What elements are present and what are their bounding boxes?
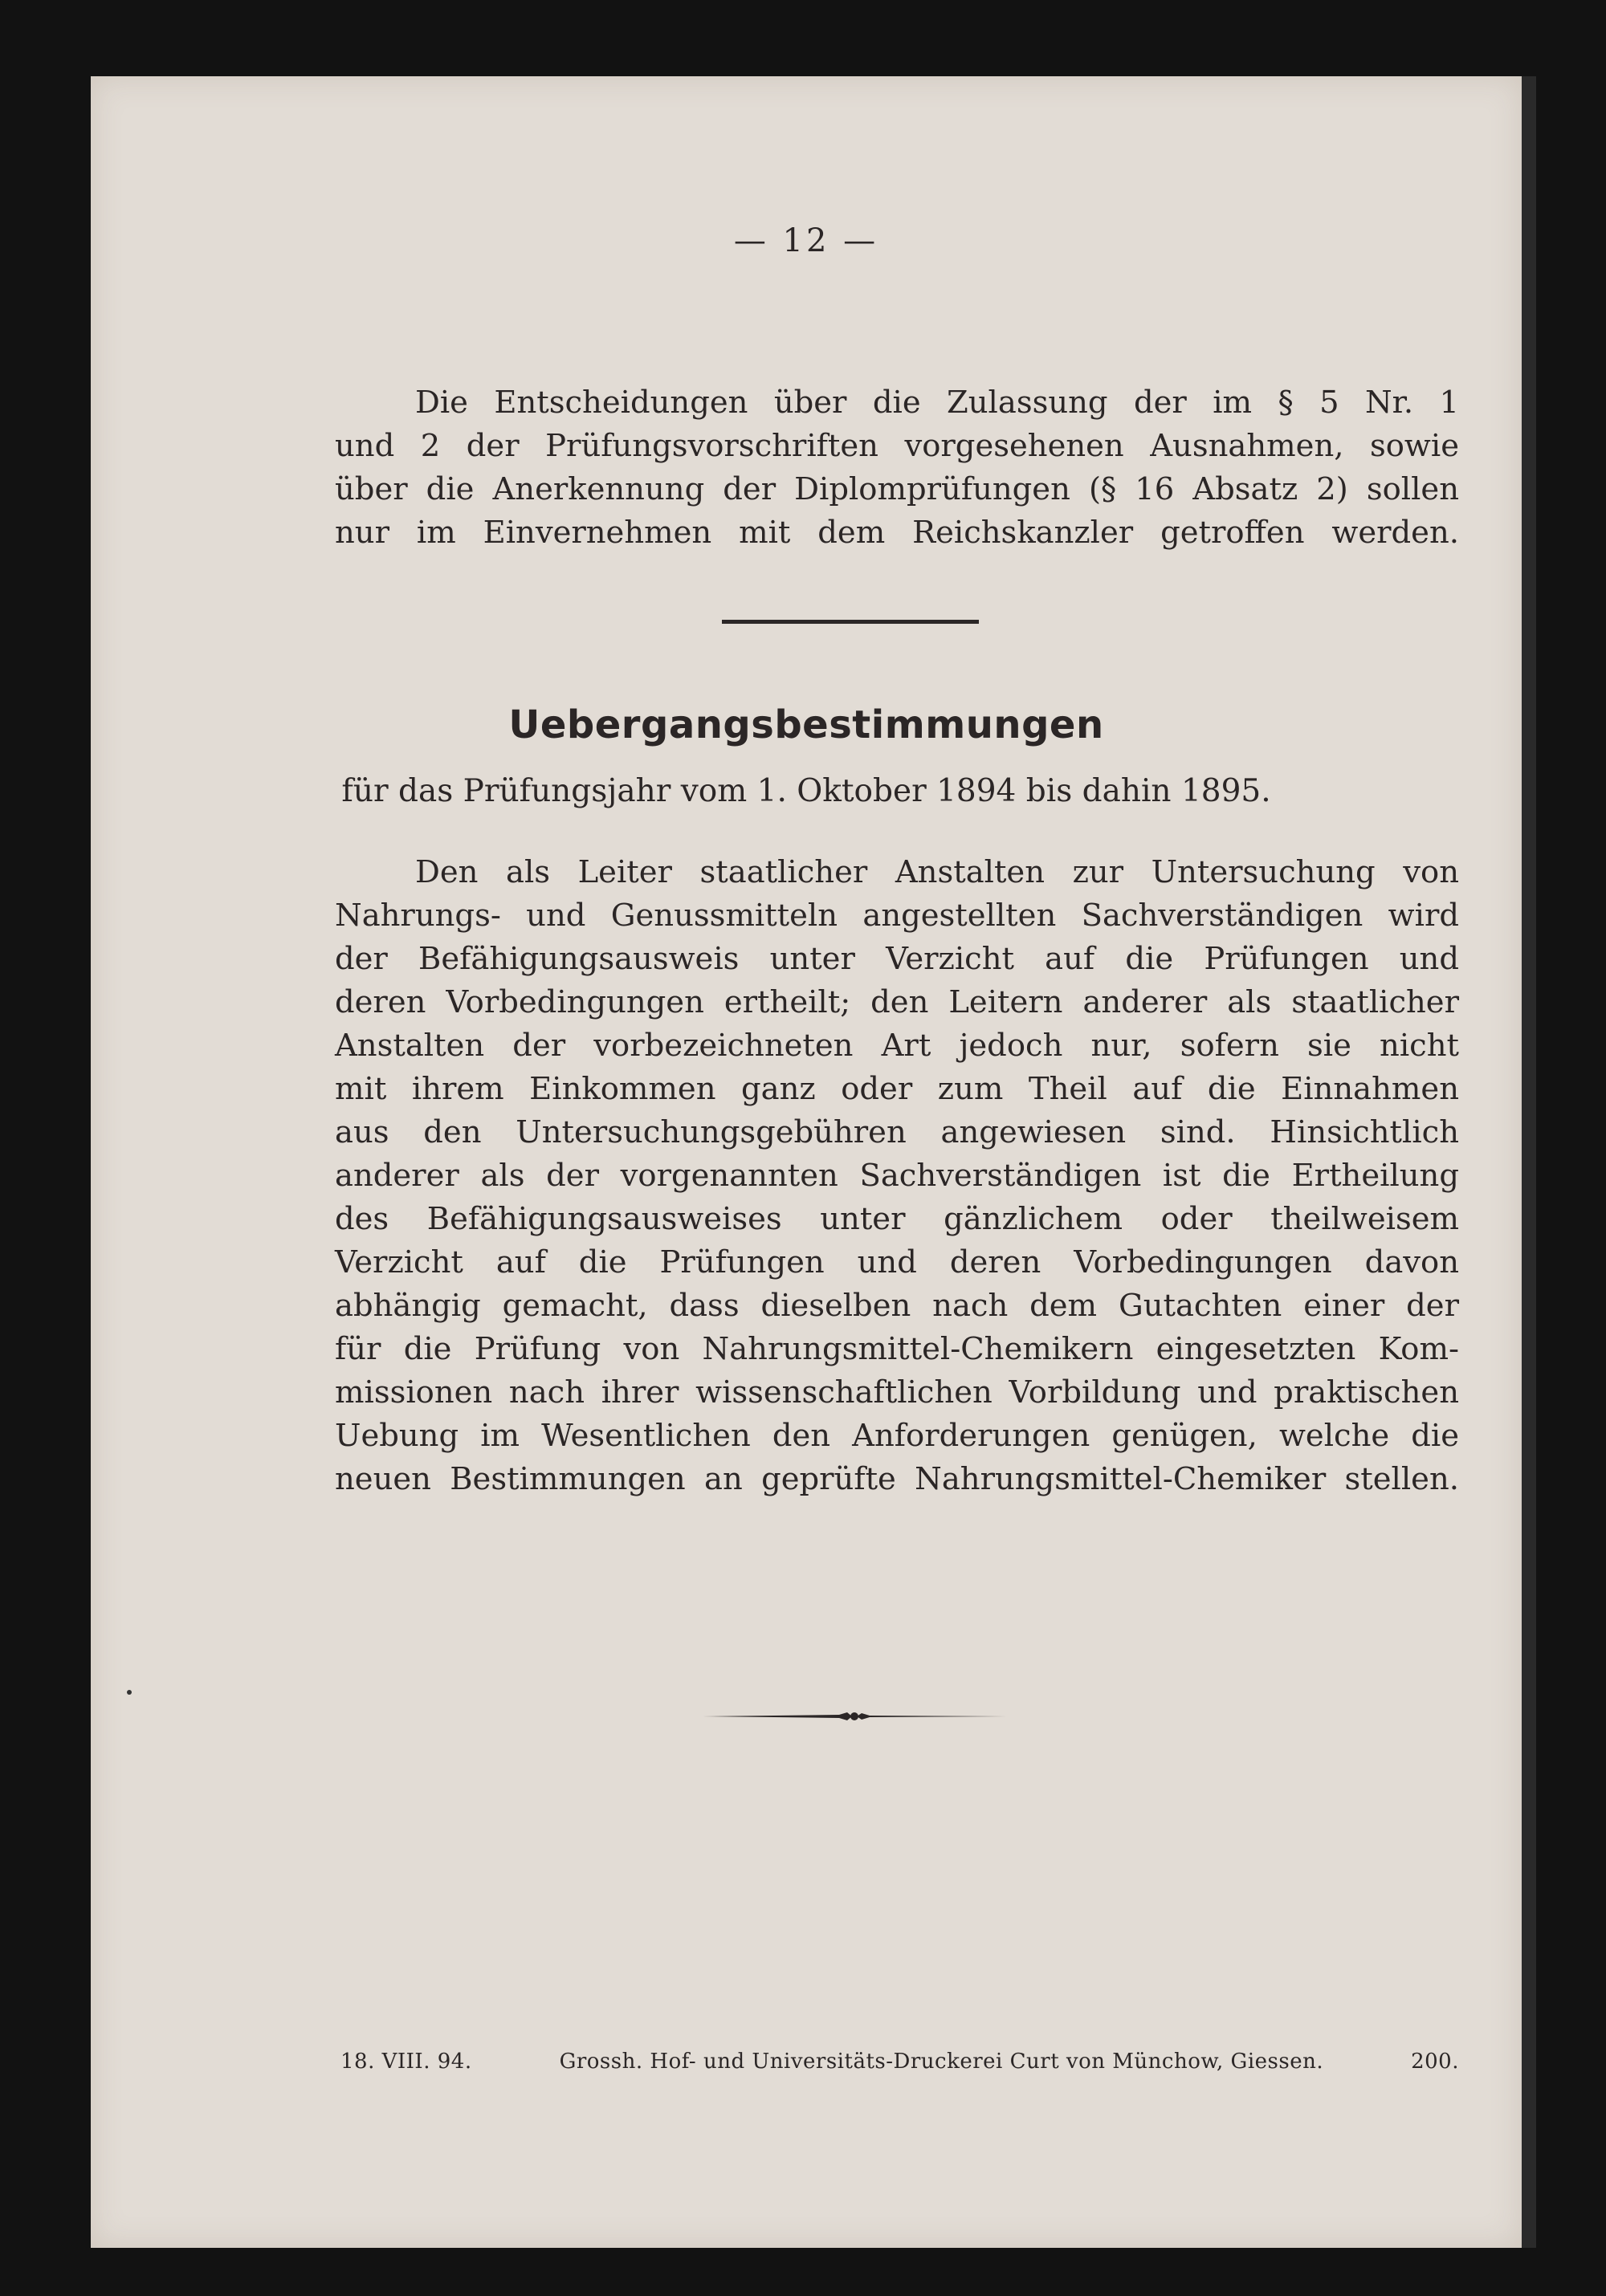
section-divider-rule: [722, 620, 979, 624]
section-heading: Uebergangsbestimmungen: [508, 702, 1104, 747]
paragraph-line: anderer als der vorgenannten Sachverständigen ist die Ertheilung: [335, 1158, 1459, 1194]
imprint-printer: Grossh. Hof- und Universitäts-Druckerei Curt von Münchow, Giessen.: [559, 2050, 1324, 2074]
paragraph-line: mit ihrem Einkommen ganz oder zum Theil auf die Einnahmen: [335, 1071, 1459, 1107]
paragraph-line: über die Anerkennung der Diplomprüfungen (§ 16 Absatz 2) sollen: [335, 471, 1459, 507]
paragraph-line: Den als Leiter staatlicher Anstalten zur Untersuchung von: [415, 854, 1459, 890]
paragraph-line: der Befähigungsausweis unter Verzicht auf die Prüfungen und: [335, 941, 1459, 977]
paragraph-line: Verzicht auf die Prüfungen und deren Vorbedingungen davon: [335, 1244, 1459, 1280]
paragraph-line: Die Entscheidungen über die Zulassung der im § 5 Nr. 1: [415, 385, 1459, 421]
section-subheading: für das Prüfungsjahr vom 1. Oktober 1894 bis dahin 1895.: [341, 773, 1271, 809]
paragraph-line: Uebung im Wesentlichen den Anforderungen genügen, welche die: [335, 1418, 1459, 1454]
paragraph-transitional-provisions: [335, 851, 1459, 1501]
paragraph-line: neuen Bestimmungen an geprüfte Nahrungsmittel-Chemiker stellen.: [335, 1461, 1459, 1497]
page-edge: [1522, 76, 1536, 2248]
speck: [127, 1690, 132, 1695]
imprint-date: 18. VIII. 94.: [340, 2050, 472, 2074]
paragraph-line: Nahrungs- und Genussmitteln angestellten Sachverständigen wird: [335, 898, 1459, 934]
imprint-count: 200.: [1411, 2050, 1459, 2074]
page-number: — 12 —: [733, 222, 879, 259]
paragraph-line: für die Prüfung von Nahrungsmittel-Chemikern eingesetzten Kom-: [335, 1331, 1459, 1367]
ornamental-divider-icon: [703, 1704, 1006, 1728]
paragraph-line: nur im Einvernehmen mit dem Reichskanzler getroffen werden.: [335, 515, 1459, 551]
paragraph-line: missionen nach ihrer wissenschaftlichen Vorbildung und praktischen: [335, 1374, 1459, 1411]
paragraph-line: deren Vorbedingungen ertheilt; den Leitern anderer als staatlicher: [335, 984, 1459, 1020]
paragraph-line: abhängig gemacht, dass dieselben nach dem Gutachten einer der: [335, 1288, 1459, 1324]
paragraph-line: des Befähigungsausweises unter gänzlichem oder theilweisem: [335, 1201, 1459, 1237]
paragraph-line: Anstalten der vorbezeichneten Art jedoch nur, sofern sie nicht: [335, 1028, 1459, 1064]
document-page: [91, 76, 1522, 2248]
paragraph-line: aus den Untersuchungsgebühren angewiesen sind. Hinsichtlich: [335, 1114, 1459, 1150]
imprint-footer: [340, 2050, 1459, 2074]
paragraph-admission-exceptions: [335, 381, 1459, 555]
paragraph-line: und 2 der Prüfungsvorschriften vorgesehenen Ausnahmen, sowie: [335, 428, 1459, 464]
